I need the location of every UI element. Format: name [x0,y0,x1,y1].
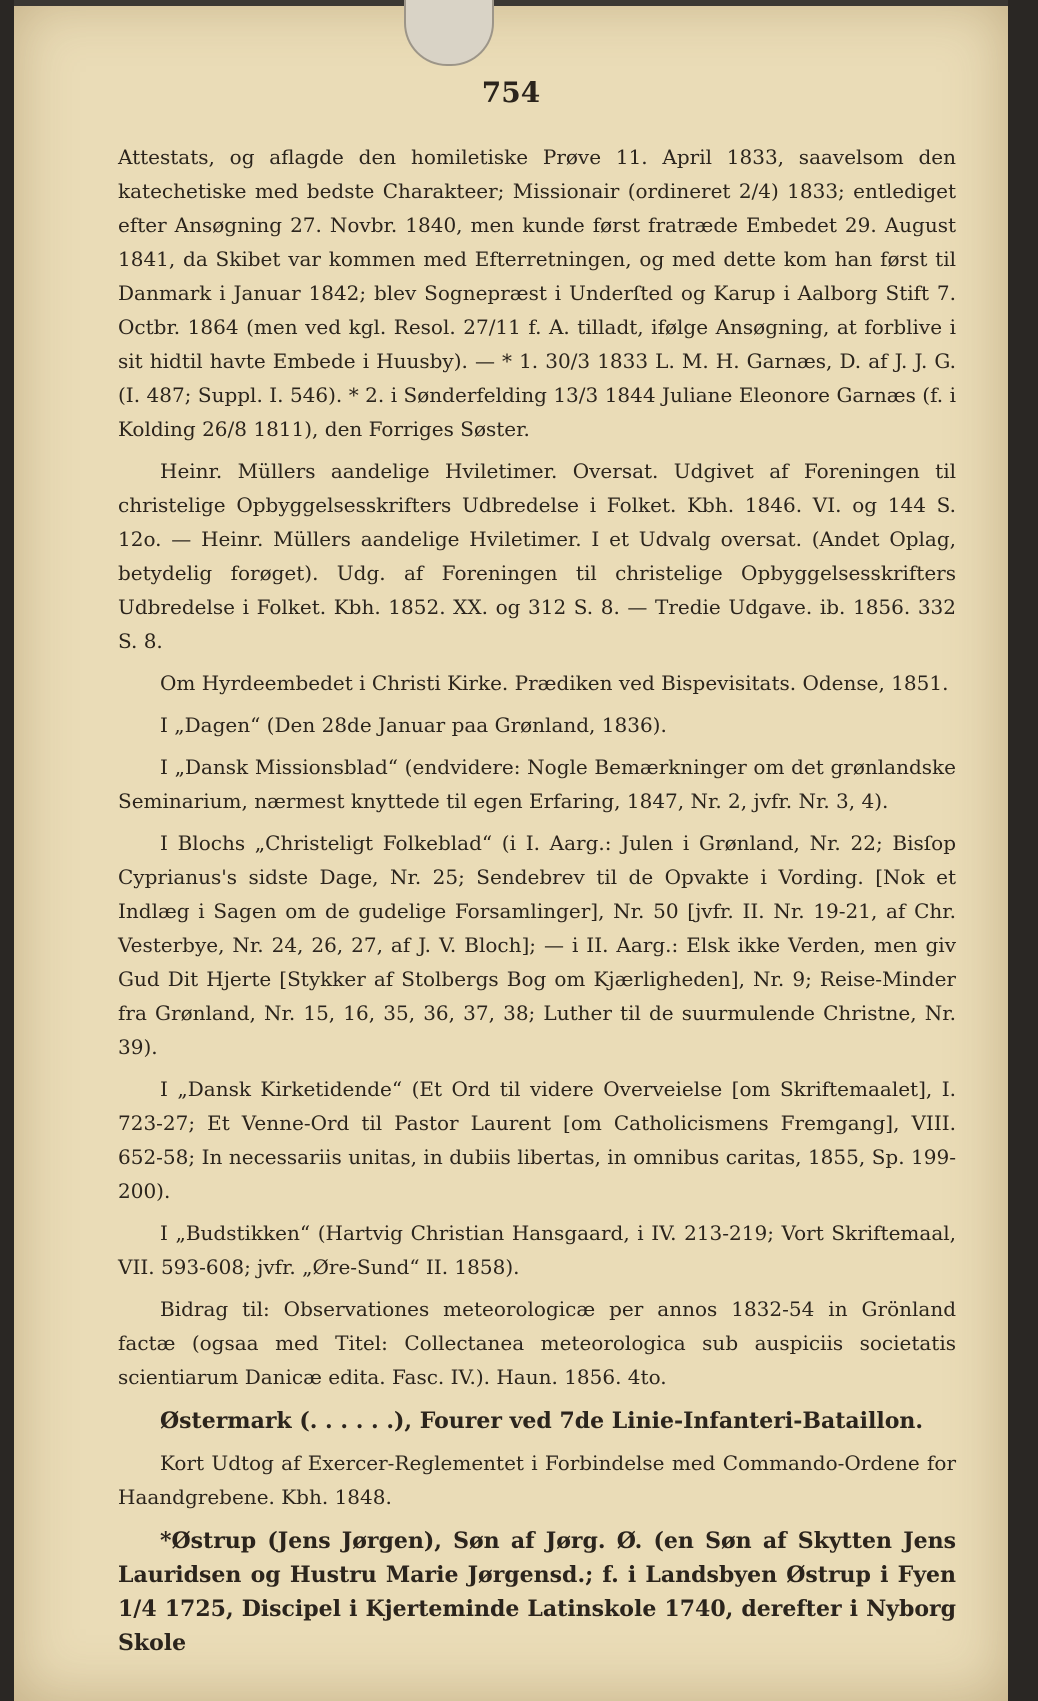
page-tab-marker [404,0,494,66]
book-page [14,0,1008,1701]
paragraph-11: Kort Udtog af Exercer-Reglementet i Forbindelse med Commando-Ordene for Haandgrebene. Kbh. 1848. [118,1451,956,1509]
page-number: 754 [481,76,541,109]
paragraph-9: Bidrag til: Observationes meteorologicæ per annos 1832-54 in Grönland factæ (ogsaa med Titel: Collectanea meteorologica sub auspiciis societatis scientiarum Danicæ edita. Fasc. IV.). Haun. 1856. 4to. [118,1297,956,1389]
paragraph-5: I „Dansk Missionsblad“ (endvidere: Nogle Bemærkninger om det grønlandske Seminarium, nærmest knyttede til egen Erfaring, 1847, Nr. 2, jvfr. Nr. 3, 4). [118,755,956,813]
entry-heading-ostermark: Østermark (. . . . . .), Fourer ved 7de Linie-Infanteri-Bataillon. [160,1408,924,1434]
paragraph-2: Heinr. Müllers aandelige Hviletimer. Oversat. Udgivet af Foreningen til christelige Opbyggelsesskrifters Udbredelse i Folket. Kbh. 1846. VI. og 144 S. 12o. — Heinr. Müllers aandelige Hviletimer. I et Udvalg oversat. (Andet Oplag, betydelig forøget). Udg. af Foreningen til christelige Opbyggelsesskrifters Udbredelse i Folket. Kbh. 1852. XX. og 312 S. 8. — Tredie Udgave. ib. 1856. 332 S. 8. [118,459,956,653]
paragraph-8: I „Budstikken“ (Hartvig Christian Hansgaard, i IV. 213-219; Vort Skriftemaal, VII. 593-608; jvfr. „Øre-Sund“ II. 1858). [118,1221,956,1279]
entry-heading-ostrup: *Østrup (Jens Jørgen), Søn af Jørg. Ø. (en Søn af Skytten Jens Lauridsen og Hustru Marie Jørgensd.; f. i Landsbyen Østrup i Fyen 1/4 1725, Discipel i Kjerteminde Latinskole 1740, derefter i Nyborg Skole [118,1528,956,1656]
paragraph-3: Om Hyrdeembedet i Christi Kirke. Prædiken ved Bispevisitats. Odense, 1851. [160,671,949,695]
paragraph-4: I „Dagen“ (Den 28de Januar paa Grønland, 1836). [160,713,667,737]
paragraph-1: Attestats, og aflagde den homiletiske Prøve 11. April 1833, saavelsom den katechetiske med bedste Charakteer; Missionair (ordineret 2/4) 1833; entlediget efter Ansøgning 27. Novbr. 1840, men kunde først fratræde Embedet 29. August 1841, da Skibet var kommen med Efterretningen, og med dette kom han først til Danmark i Januar 1842; blev Sognepræst i Underſted og Karup i Aalborg Stift 7. Octbr. 1864 (men ved kgl. Resol. 27/11 f. A. tilladt, ifølge Ansøgning, at forblive i sit hidtil havte Embede i Huusby). — * 1. 30/3 1833 L. M. H. Garnæs, D. af J. J. G. (I. 487; Suppl. I. 546). * 2. i Sønderfelding 13/3 1844 Juliane Eleonore Garnæs (f. i Kolding 26/8 1811), den Forriges Søster. [118,145,956,441]
paragraph-6: I Blochs „Christeligt Folkeblad“ (i I. Aarg.: Julen i Grønland, Nr. 22; Bisſop Cyprianus's sidste Dage, Nr. 25; Sendebrev til de Opvakte i Vording. [Nok et Indlæg i Sagen om de gudelige Forsamlinger], Nr. 50 [jvfr. II. Nr. 19-21, af Chr. Vesterbye, Nr. 24, 26, 27, af J. V. Bloch]; — i II. Aarg.: Elsk ikke Verden, men giv Gud Dit Hjerte [Stykker af Stolbergs Bog om Kjærligheden], Nr. 9; Reise-Minder fra Grønland, Nr. 15, 16, 35, 36, 37, 38; Luther til de suurmulende Christne, Nr. 39). [118,831,956,1059]
top-edge [14,0,1008,6]
page-text [118,140,956,1668]
paragraph-7: I „Dansk Kirketidende“ (Et Ord til videre Overveielse [om Skriftemaalet], I. 723-27; Et Venne-Ord til Pastor Laurent [om Catholicismens Fremgang], VIII. 652-58; In necessariis unitas, in dubiis libertas, in omnibus caritas, 1855, Sp. 199-200). [118,1077,956,1203]
